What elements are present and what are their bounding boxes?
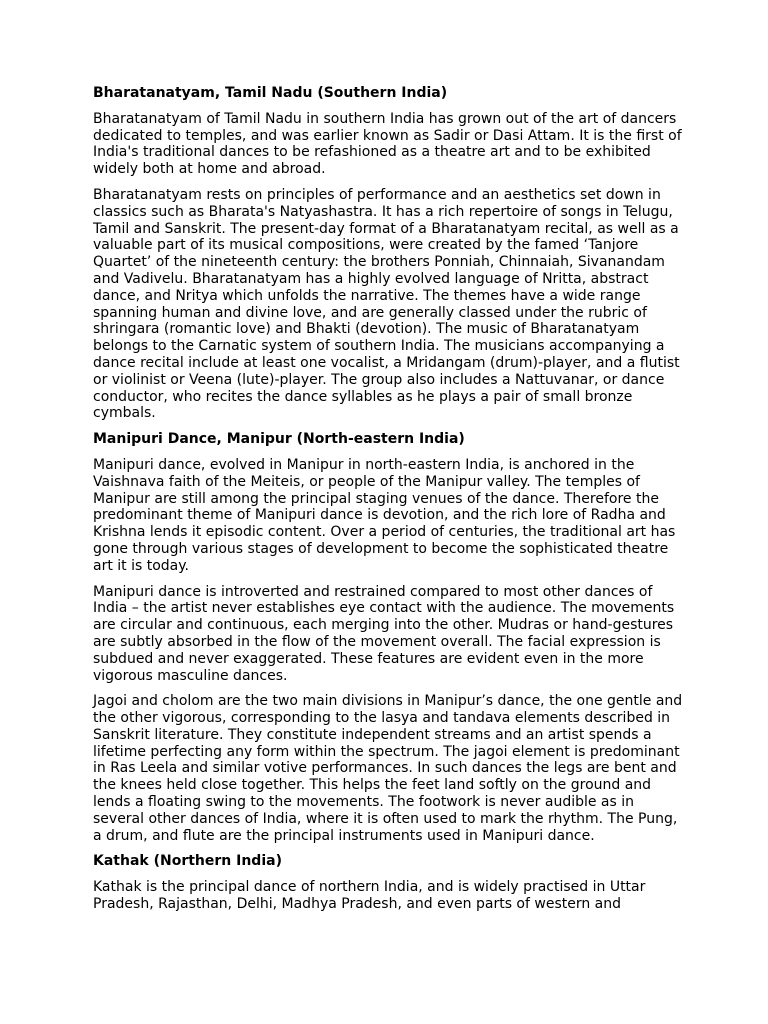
- section-heading-manipuri: Manipuri Dance, Manipur (North-eastern India): [93, 431, 465, 448]
- paragraph: Manipuri dance, evolved in Manipur in north-eastern India, is anchored in the Vaishnava faith of the Meiteis, or people of the Manipur valley. The temples of Manipur are still among the principal staging venues of the dance. Therefore the predominant theme of Manipuri dance is devotion, and the rich lore of Radha and Krishna lends it episodic content. Over a period of centuries, the traditional art has gone through various stages of development to become the sophisticated theatre art it is today.: [93, 456, 676, 574]
- paragraph: Jagoi and cholom are the two main divisions in Manipur’s dance, the one gentle and the other vigorous, corresponding to the lasya and tandava elements described in Sanskrit literature. They constitute independent streams and an artist spends a lifetime perfecting any form within the spectrum. The jagoi element is predominant in Ras Leela and similar votive performances. In such dances the legs are bent and the knees held close together. This helps the feet land softly on the ground and lends a floating swing to the movements. The footwork is never audible as in several other dances of India, where it is often used to mark the rhythm. The Pung, a drum, and flute are the principal instruments used in Manipuri dance.: [93, 693, 683, 844]
- paragraph: Kathak is the principal dance of northern India, and is widely practised in Uttar Pradesh, Rajasthan, Delhi, Madhya Pradesh, and even parts of western and: [93, 879, 646, 913]
- section-heading-bharatanatyam: Bharatanatyam, Tamil Nadu (Southern India): [93, 85, 448, 101]
- paragraph: Bharatanatyam of Tamil Nadu in southern India has grown out of the art of dancers dedicated to temples, and was earlier known as Sadir or Dasi Attam. It is the first of India's traditional dances to be refashioned as a theatre art and to be exhibited widely both at home and abroad.: [93, 110, 682, 178]
- paragraph: Manipuri dance is introverted and restrained compared to most other dances of India – the artist never establishes eye contact with the audience. The movements are circular and continuous, each merging into the other. Mudras or hand-gestures are subtly absorbed in the flow of the movement overall. The facial expression is subdued and never exaggerated. These features are evident even in the more vigorous masculine dances.: [93, 583, 675, 684]
- section-heading-kathak: Kathak (Northern India): [93, 853, 282, 870]
- paragraph: Bharatanatyam rests on principles of performance and an aesthetics set down in classics such as Bharata's Natyashastra. It has a rich repertoire of songs in Telugu, Tamil and Sanskrit. The present-day format of a Bharatanatyam recital, as well as a valuable part of its musical compositions, were created by the famed ‘Tanjore Quartet’ of the nineteenth century: the brothers Ponniah, Chinnaiah, Sivanandam and Vadivelu. Bharatanatyam has a highly evolved language of Nritta, abstract dance, and Nritya which unfolds the narrative. The themes have a wide range spanning human and divine love, and are generally classed under the rubric of shringara (romantic love) and Bhakti (devotion). The music of Bharatanatyam belongs to the Carnatic system of southern India. The musicians accompanying a dance recital include at least one vocalist, a Mridangam (drum)-player, and a flutist or violinist or Veena (lute)-player. The group also includes a Nattuvanar, or dance conductor, who recites the dance syllables as he plays a pair of small bronze cymbals.: [93, 186, 680, 422]
- document-page: [93, 85, 683, 922]
